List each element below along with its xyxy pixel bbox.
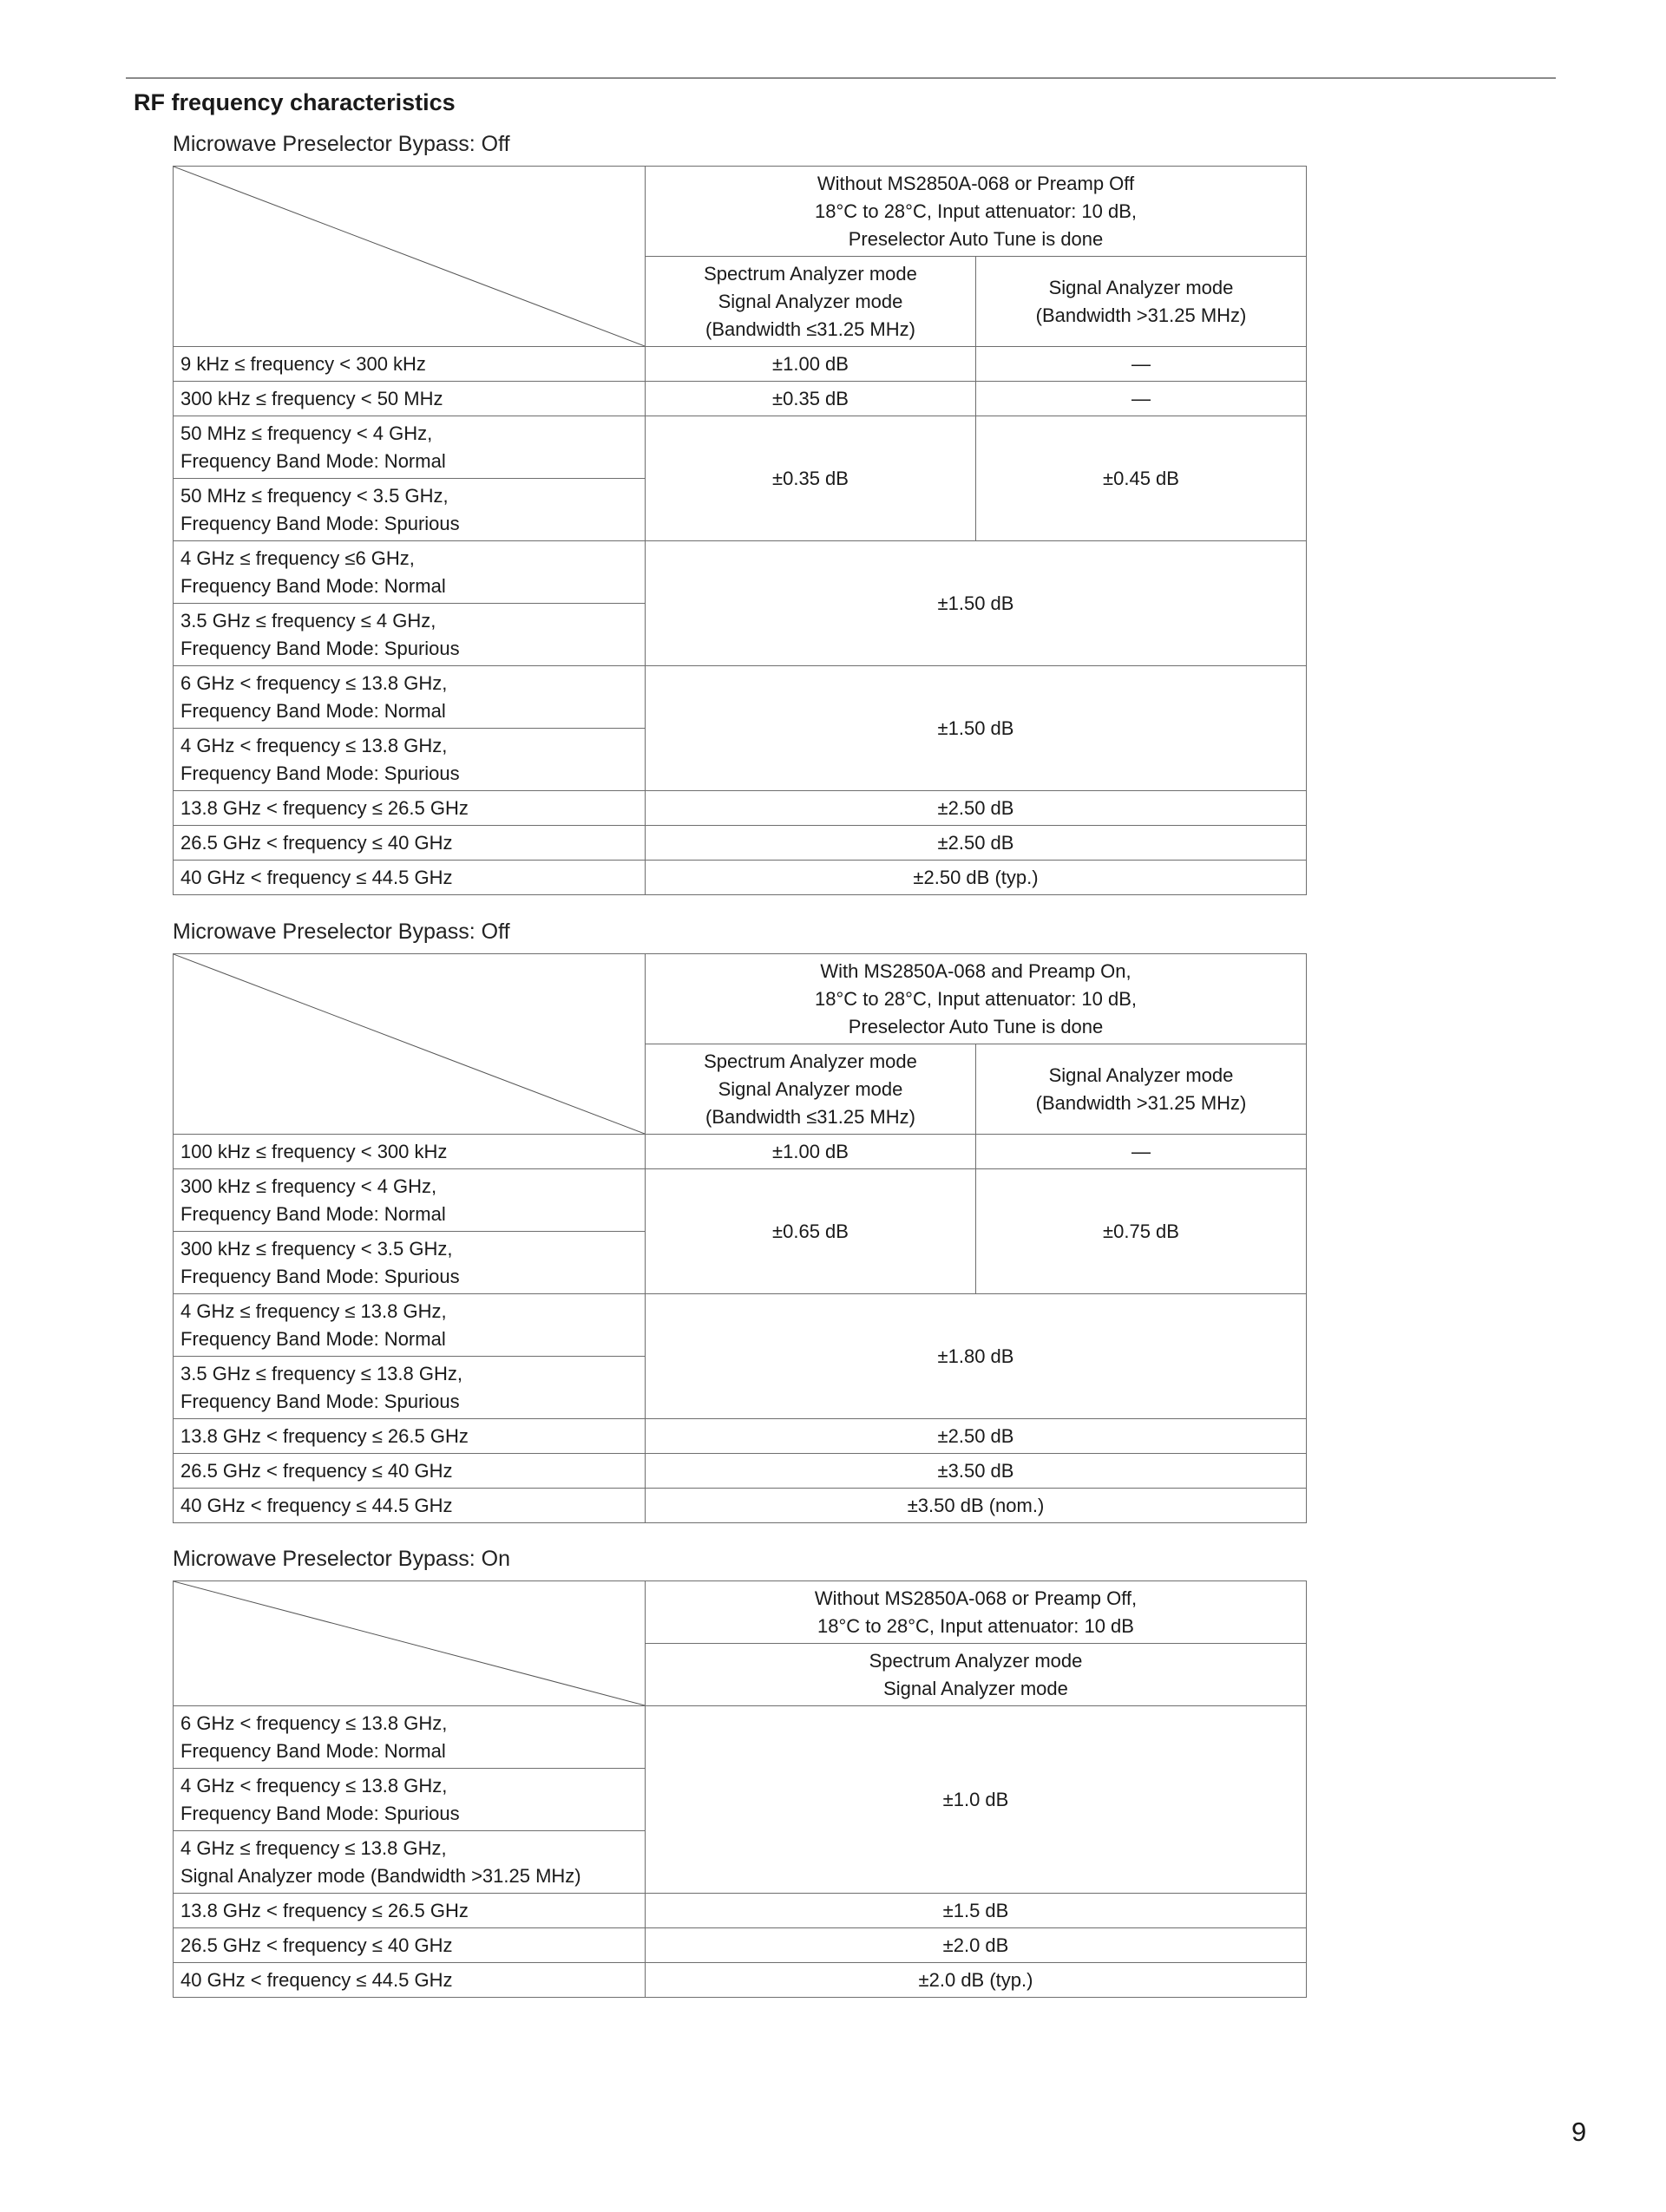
row-label bbox=[174, 416, 646, 479]
label-line: 6 GHz < frequency ≤ 13.8 GHz, bbox=[180, 1711, 448, 1734]
row-label bbox=[174, 479, 646, 541]
header-line: Spectrum Analyzer mode bbox=[704, 262, 917, 285]
label-line: 6 GHz < frequency ≤ 13.8 GHz, bbox=[180, 671, 448, 694]
table2-condition bbox=[646, 954, 1307, 1044]
header-line: Signal Analyzer mode bbox=[718, 1077, 903, 1100]
condition-line: With MS2850A-068 and Preamp On, bbox=[820, 959, 1131, 982]
value-cell: — bbox=[976, 1135, 1307, 1169]
row-label: 40 GHz < frequency ≤ 44.5 GHz bbox=[174, 861, 646, 895]
label-line: 300 kHz ≤ frequency < 4 GHz, bbox=[180, 1175, 437, 1197]
row-label: 13.8 GHz < frequency ≤ 26.5 GHz bbox=[174, 791, 646, 826]
label-line: Frequency Band Mode: Spurious bbox=[180, 762, 460, 784]
label-line: 50 MHz ≤ frequency < 3.5 GHz, bbox=[180, 484, 449, 507]
label-line: 4 GHz ≤ frequency ≤ 13.8 GHz, bbox=[180, 1836, 447, 1859]
label-line: 4 GHz ≤ frequency ≤ 13.8 GHz, bbox=[180, 1299, 447, 1322]
condition-line: Preselector Auto Tune is done bbox=[848, 227, 1104, 250]
header-line: Signal Analyzer mode bbox=[718, 290, 903, 312]
row-label: 13.8 GHz < frequency ≤ 26.5 GHz bbox=[174, 1894, 646, 1928]
value-cell: ±0.35 dB bbox=[646, 382, 976, 416]
label-line: Frequency Band Mode: Spurious bbox=[180, 1390, 460, 1412]
value-cell: ±1.50 dB bbox=[646, 666, 1307, 791]
table1-col2-header bbox=[976, 257, 1307, 347]
row-label bbox=[174, 1357, 646, 1419]
table3-col-header bbox=[646, 1644, 1307, 1706]
label-line: Frequency Band Mode: Spurious bbox=[180, 1265, 460, 1287]
table1 bbox=[173, 166, 1307, 895]
table2-title: Microwave Preselector Bypass: Off bbox=[173, 919, 510, 944]
value-cell: — bbox=[976, 347, 1307, 382]
value-cell: — bbox=[976, 382, 1307, 416]
value-cell: ±2.50 dB bbox=[646, 791, 1307, 826]
label-line: Frequency Band Mode: Normal bbox=[180, 1739, 446, 1762]
value-cell: ±0.35 dB bbox=[646, 416, 976, 541]
page-number: 9 bbox=[1571, 2117, 1587, 2147]
table2-corner-cell bbox=[174, 954, 646, 1135]
label-line: Frequency Band Mode: Normal bbox=[180, 1327, 446, 1350]
label-line: 4 GHz < frequency ≤ 13.8 GHz, bbox=[180, 1774, 448, 1796]
row-label bbox=[174, 1232, 646, 1294]
row-label bbox=[174, 1169, 646, 1232]
table2 bbox=[173, 953, 1307, 1523]
row-label bbox=[174, 604, 646, 666]
value-cell: ±1.5 dB bbox=[646, 1894, 1307, 1928]
row-label bbox=[174, 1706, 646, 1769]
row-label: 9 kHz ≤ frequency < 300 kHz bbox=[174, 347, 646, 382]
section-title: RF frequency characteristics bbox=[134, 89, 456, 115]
label-line: 4 GHz < frequency ≤ 13.8 GHz, bbox=[180, 734, 448, 756]
condition-line: Preselector Auto Tune is done bbox=[848, 1015, 1104, 1037]
row-label: 40 GHz < frequency ≤ 44.5 GHz bbox=[174, 1489, 646, 1523]
value-cell: ±0.45 dB bbox=[976, 416, 1307, 541]
table1-title: Microwave Preselector Bypass: Off bbox=[173, 132, 510, 156]
table2-col2-header bbox=[976, 1044, 1307, 1135]
label-line: 300 kHz ≤ frequency < 3.5 GHz, bbox=[180, 1237, 453, 1260]
value-cell: ±1.00 dB bbox=[646, 347, 976, 382]
header-line: Signal Analyzer mode bbox=[1048, 1063, 1234, 1086]
row-label bbox=[174, 541, 646, 604]
label-line: Signal Analyzer mode (Bandwidth >31.25 MHz) bbox=[180, 1864, 581, 1887]
row-label: 26.5 GHz < frequency ≤ 40 GHz bbox=[174, 1928, 646, 1963]
row-label: 300 kHz ≤ frequency < 50 MHz bbox=[174, 382, 646, 416]
diagonal-line bbox=[174, 1581, 645, 1705]
header-line: Signal Analyzer mode bbox=[883, 1677, 1068, 1699]
header-line: Spectrum Analyzer mode bbox=[704, 1050, 917, 1072]
condition-line: 18°C to 28°C, Input attenuator: 10 dB, bbox=[814, 200, 1138, 222]
table1-condition bbox=[646, 167, 1307, 257]
value-cell: ±2.50 dB bbox=[646, 1419, 1307, 1454]
header-line: Spectrum Analyzer mode bbox=[869, 1649, 1083, 1672]
label-line: 4 GHz ≤ frequency ≤6 GHz, bbox=[180, 546, 415, 569]
row-label bbox=[174, 666, 646, 729]
table2-col1-header bbox=[646, 1044, 976, 1135]
label-line: Frequency Band Mode: Spurious bbox=[180, 637, 460, 659]
label-line: Frequency Band Mode: Normal bbox=[180, 449, 446, 472]
header-line: Signal Analyzer mode bbox=[1048, 276, 1234, 298]
row-label: 40 GHz < frequency ≤ 44.5 GHz bbox=[174, 1963, 646, 1998]
label-line: Frequency Band Mode: Normal bbox=[180, 1202, 446, 1225]
condition-line: Without MS2850A-068 or Preamp Off bbox=[817, 172, 1135, 194]
condition-line: 18°C to 28°C, Input attenuator: 10 dB bbox=[817, 1614, 1134, 1637]
label-line: 3.5 GHz ≤ frequency ≤ 13.8 GHz, bbox=[180, 1362, 462, 1384]
header-line: (Bandwidth ≤31.25 MHz) bbox=[705, 317, 915, 340]
row-label: 13.8 GHz < frequency ≤ 26.5 GHz bbox=[174, 1419, 646, 1454]
value-cell: ±1.00 dB bbox=[646, 1135, 976, 1169]
value-cell: ±3.50 dB bbox=[646, 1454, 1307, 1489]
condition-line: Without MS2850A-068 or Preamp Off, bbox=[814, 1587, 1138, 1609]
label-line: Frequency Band Mode: Spurious bbox=[180, 512, 460, 534]
row-label bbox=[174, 1831, 646, 1894]
header-line: (Bandwidth ≤31.25 MHz) bbox=[705, 1105, 915, 1128]
row-label: 26.5 GHz < frequency ≤ 40 GHz bbox=[174, 1454, 646, 1489]
label-line: Frequency Band Mode: Normal bbox=[180, 699, 446, 722]
header-line: (Bandwidth >31.25 MHz) bbox=[1035, 304, 1247, 326]
row-label bbox=[174, 1769, 646, 1831]
condition-line: 18°C to 28°C, Input attenuator: 10 dB, bbox=[814, 987, 1138, 1010]
value-cell: ±3.50 dB (nom.) bbox=[646, 1489, 1307, 1523]
value-cell: ±1.80 dB bbox=[646, 1294, 1307, 1419]
table1-col1-header bbox=[646, 257, 976, 347]
value-cell: ±2.50 dB bbox=[646, 826, 1307, 861]
top-rule bbox=[126, 77, 1556, 79]
value-cell: ±2.0 dB bbox=[646, 1928, 1307, 1963]
value-cell: ±2.50 dB (typ.) bbox=[646, 861, 1307, 895]
table3-condition bbox=[646, 1581, 1307, 1644]
table3-corner-cell bbox=[174, 1581, 646, 1706]
value-cell: ±0.65 dB bbox=[646, 1169, 976, 1294]
label-line: 3.5 GHz ≤ frequency ≤ 4 GHz, bbox=[180, 609, 436, 632]
row-label: 26.5 GHz < frequency ≤ 40 GHz bbox=[174, 826, 646, 861]
header-line: (Bandwidth >31.25 MHz) bbox=[1035, 1091, 1247, 1114]
row-label bbox=[174, 729, 646, 791]
table3 bbox=[173, 1580, 1307, 1998]
value-cell: ±1.0 dB bbox=[646, 1706, 1307, 1894]
label-line: Frequency Band Mode: Spurious bbox=[180, 1802, 460, 1824]
value-cell: ±2.0 dB (typ.) bbox=[646, 1963, 1307, 1998]
table1-corner-cell bbox=[174, 167, 646, 347]
row-label: 100 kHz ≤ frequency < 300 kHz bbox=[174, 1135, 646, 1169]
table3-title: Microwave Preselector Bypass: On bbox=[173, 1547, 511, 1571]
value-cell: ±0.75 dB bbox=[976, 1169, 1307, 1294]
row-label bbox=[174, 1294, 646, 1357]
label-line: 50 MHz ≤ frequency < 4 GHz, bbox=[180, 422, 433, 444]
diagonal-line bbox=[174, 167, 645, 346]
diagonal-line bbox=[174, 954, 645, 1134]
value-cell: ±1.50 dB bbox=[646, 541, 1307, 666]
label-line: Frequency Band Mode: Normal bbox=[180, 574, 446, 597]
